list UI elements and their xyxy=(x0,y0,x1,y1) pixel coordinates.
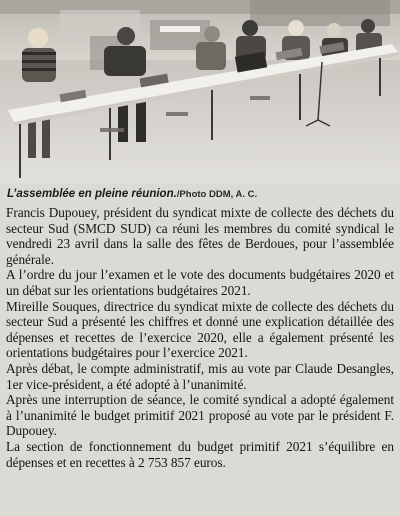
paragraph: Mireille Souques, directrice du syndicat mixte de collecte des déchets du secteur Sud a présenté les chiffres et donné une explication détaillée des dépenses et recettes de l’exercice 2020, elle a également présenté les orientations budgétaires pour l’exercice 2021. xyxy=(6,298,394,361)
photo-caption xyxy=(7,186,395,202)
paragraph: La section de fonctionnement du budget primitif 2021 s’équilibre en dépenses et en recettes à 2 753 857 euros. xyxy=(6,438,394,470)
photo-credit: /Photo DDM, A. C. xyxy=(176,189,258,200)
meeting-photo xyxy=(0,0,400,183)
paragraph: Après une interruption de séance, le comité syndical a adopté également à l’unanimité le budget primitif 2021 proposé au vote par le président F. Dupouey. xyxy=(6,392,394,439)
paragraph: Après débat, le compte administratif, mis au vote par Claude Desangles, 1er vice-président, a été adopté à l’unanimité. xyxy=(6,360,394,392)
article-body xyxy=(6,205,394,516)
paragraph: A l’ordre du jour l’examen et le vote des documents budgétaires 2020 et un débat sur les orientations budgétaires 2021. xyxy=(6,267,394,298)
paragraph: Francis Dupouey, président du syndicat mixte de collecte des déchets du secteur Sud (SMCD SUD) ca réuni les membres du comité syndical le vendredi 23 avril dans la salle des fêtes de Berdoues, pour l’assemblée générale. xyxy=(6,205,394,267)
caption-text: L’assemblée en pleine réunion. xyxy=(7,188,177,200)
